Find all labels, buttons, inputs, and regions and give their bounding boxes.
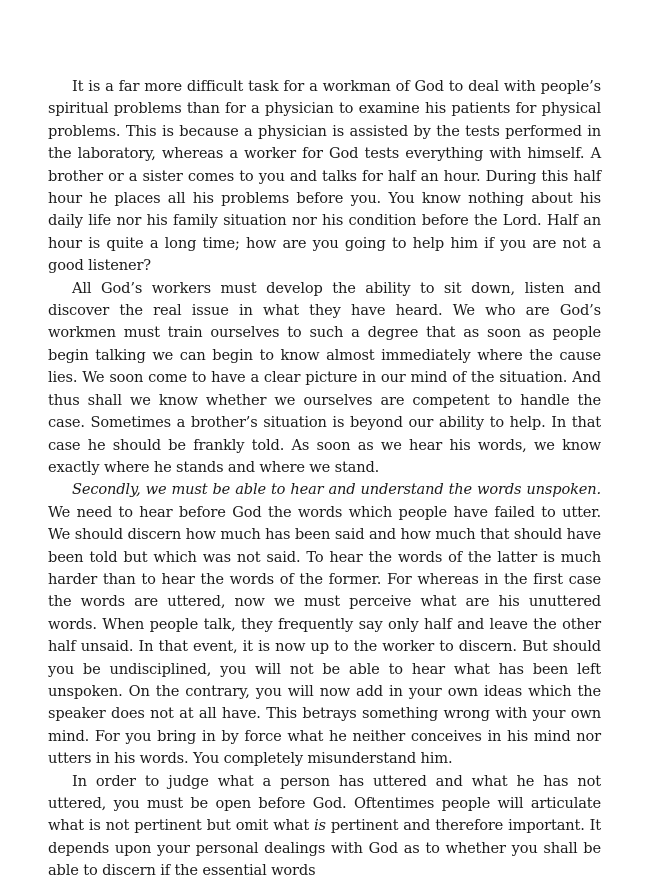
paragraph-text: It is a far more difficult task for a workman of God to deal with people’s spiritual problems than for a physician to examine his patients for physical problems. This is because a physician is assisted by the tests performed in the laboratory, whereas a worker for God tests everything with himself. A brother or a sister comes to you and talks for half an hour. During this half hour he places all his problems before you. You know nothing about his daily life nor his family situation nor his condition before the Lord. Half an hour is quite a long time; how are you going to help him if you are not a good listener? xyxy=(48,78,601,275)
italic-lead-sentence: Secondly, we must be able to hear and understand the words unspoken. xyxy=(72,481,601,499)
page-body xyxy=(48,76,601,883)
paragraph xyxy=(48,278,601,480)
paragraph xyxy=(48,479,601,770)
paragraph-text: All God’s workers must develop the ability to sit down, listen and discover the real issue in what they have heard. We who are God’s workmen must train ourselves to such a degree that as soon as people begin talking we can begin to know almost immediately where the cause lies. We soon come to have a clear picture in our mind of the situation. And thus shall we know whether we ourselves are competent to handle the case. Sometimes a brother’s situation is beyond our ability to help. In that case he should be frankly told. As soon as we hear his words, we know exactly where he stands and where we stand. xyxy=(48,279,601,476)
italic-emphasis: is xyxy=(314,817,326,835)
paragraph xyxy=(48,76,601,278)
paragraph xyxy=(48,771,601,883)
paragraph-text: pertinent and therefore important. It depends upon your personal dealings with God as to whether you shall be able to discern if the essential words xyxy=(48,817,601,880)
paragraph-text: We need to hear before God the words which people have failed to utter. We should discern how much has been said and how much that should have been told but which was not said. To hear the words of the latter is much harder than to hear the words of the former. For whereas in the first case the words are uttered, now we must perceive what are his unuttered words. When people talk, they frequently say only half and leave the other half unsaid. In that event, it is now up to the worker to discern. But should you be undisciplined, you will not be able to hear what has been left unspoken. On the contrary, you will now add in your own ideas which the speaker does not at all have. This betrays something wrong with your own mind. For you bring in by force what he neither conceives in his mind nor utters in his words. You completely misunderstand him. xyxy=(48,503,601,768)
paragraph-text: In order to judge what a person has uttered and what he has not uttered, you must be open before God. Oftentimes people will articulate what is not pertinent but omit what xyxy=(48,772,601,835)
